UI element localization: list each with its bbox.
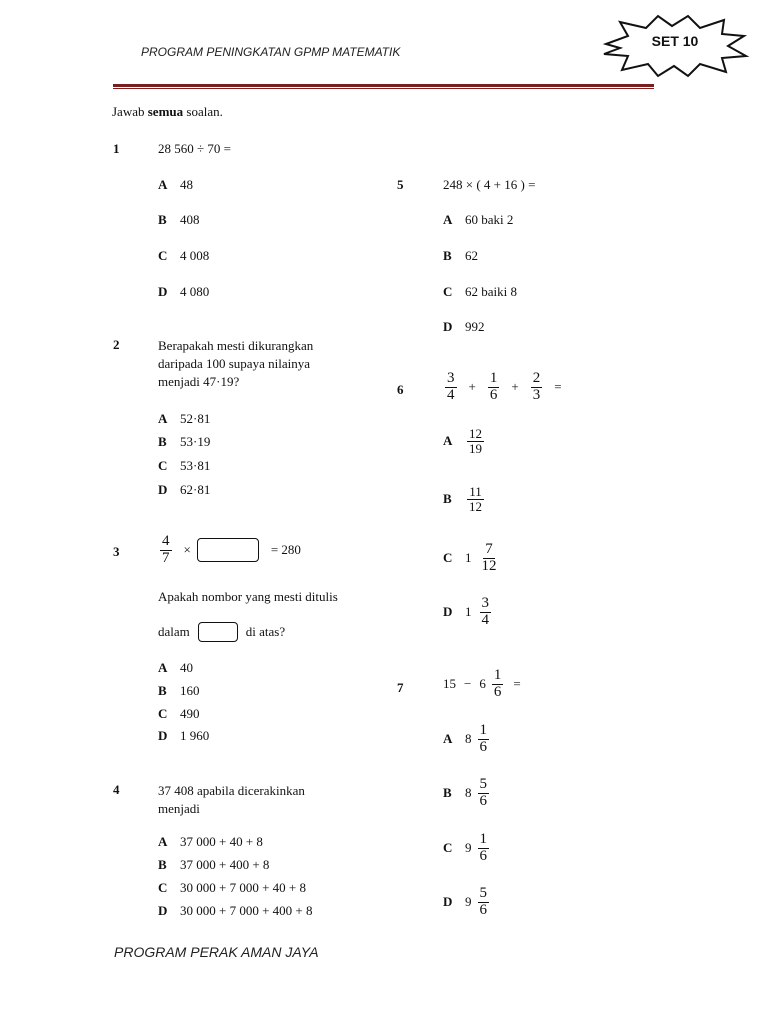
q6-option-d[interactable]: D 1 $\frac{3}{4}$ [443, 595, 489, 628]
q1-text: 28 560 ÷ 70 = [158, 141, 231, 156]
q4-option-b[interactable]: B 37 000 + 400 + 8 [158, 857, 270, 872]
q3-fraction: $\frac{4}{7}$ [162, 533, 170, 566]
q6-number: 6 [397, 382, 404, 397]
q7-option-c[interactable]: C 9 $\frac{1}{6}$ [443, 831, 487, 864]
q4-text: 37 408 apabila dicerakinkan menjadi [158, 783, 305, 816]
q3-option-b[interactable]: B 160 [158, 683, 200, 698]
q6-option-b[interactable]: B $\frac{11}{12}$ [443, 484, 482, 514]
q7-option-d[interactable]: D 9 $\frac{5}{6}$ [443, 885, 487, 918]
header-rule-thin [113, 88, 654, 89]
q3-equals: = 280 [270, 542, 301, 558]
q3-inline-box [198, 622, 238, 642]
q5-number: 5 [397, 177, 404, 192]
q3-option-c[interactable]: C 490 [158, 706, 200, 721]
q3-option-a[interactable]: A 40 [158, 660, 193, 675]
q3-text-line2: dalam di atas? [158, 622, 285, 642]
q1-option-b[interactable]: B 408 [158, 212, 200, 227]
q3-times: × [183, 542, 191, 558]
q7-number: 7 [397, 680, 404, 695]
header-rule [113, 84, 654, 87]
q7-option-a[interactable]: A 8 $\frac{1}{6}$ [443, 722, 487, 755]
q1-number: 1 [113, 141, 120, 156]
q1-option-d[interactable]: D 4 080 [158, 284, 210, 299]
q5-option-c[interactable]: C 62 baiki 8 [443, 284, 517, 299]
q2-option-c[interactable]: C 53·81 [158, 458, 211, 473]
q6-equation: $\frac{3}{4}$ + $\frac{1}{6}$ + $\frac{2}{3}$ = [447, 370, 562, 403]
q6-fraction-1: $\frac{3}{4}$ [447, 370, 455, 403]
q2-option-a[interactable]: A 52·81 [158, 411, 211, 426]
set-badge: SET 10 [651, 33, 699, 49]
q3-option-d[interactable]: D 1 960 [158, 728, 210, 743]
q5-option-d[interactable]: D 992 [443, 319, 485, 334]
q2-number: 2 [113, 337, 120, 352]
instruction-prefix: Jawab [112, 104, 148, 119]
q6-option-a[interactable]: A $\frac{12}{19}$ [443, 426, 482, 456]
q6-fraction-3: $\frac{2}{3}$ [532, 370, 541, 403]
instruction-suffix: soalan. [183, 104, 223, 119]
q7-equation: 15 − 6 $\frac{1}{6}$ = [443, 667, 521, 700]
q3-equation [158, 534, 301, 567]
q7-option-b[interactable]: B 8 $\frac{5}{6}$ [443, 776, 487, 809]
q1-option-c[interactable]: C 4 008 [158, 248, 210, 263]
q1-option-a[interactable]: A 48 [158, 177, 193, 192]
q5-option-b[interactable]: B 62 [443, 248, 478, 263]
q3-text-line1: Apakah nombor yang mesti ditulis [158, 589, 338, 604]
q6-fraction-2: $\frac{1}{6}$ [489, 370, 498, 403]
q4-option-c[interactable]: C 30 000 + 7 000 + 40 + 8 [158, 880, 306, 895]
instruction [112, 104, 223, 120]
q5-option-a[interactable]: A 60 baki 2 [443, 212, 514, 227]
q4-option-a[interactable]: A 37 000 + 40 + 8 [158, 834, 263, 849]
q2-option-d[interactable]: D 62·81 [158, 482, 211, 497]
header-title: PROGRAM PENINGKATAN GPMP MATEMATIK [141, 45, 401, 59]
q4-number: 4 [113, 782, 120, 797]
q3-number: 3 [113, 544, 120, 559]
q5-text: 248 × ( 4 + 16 ) = [443, 177, 536, 192]
q2-option-b[interactable]: B 53·19 [158, 434, 211, 449]
q2-text: Berapakah mesti dikurangkan daripada 100 supaya nilainya menjadi 47·19? [158, 338, 314, 389]
instruction-bold: semua [147, 104, 184, 119]
q4-option-d[interactable]: D 30 000 + 7 000 + 400 + 8 [158, 903, 313, 918]
q3-answer-box[interactable] [197, 538, 259, 562]
footer-title: PROGRAM PERAK AMAN JAYA [114, 944, 319, 960]
q7-fraction: $\frac{1}{6}$ [493, 667, 502, 700]
q6-option-c[interactable]: C 1 $\frac{7}{12}$ [443, 541, 497, 574]
